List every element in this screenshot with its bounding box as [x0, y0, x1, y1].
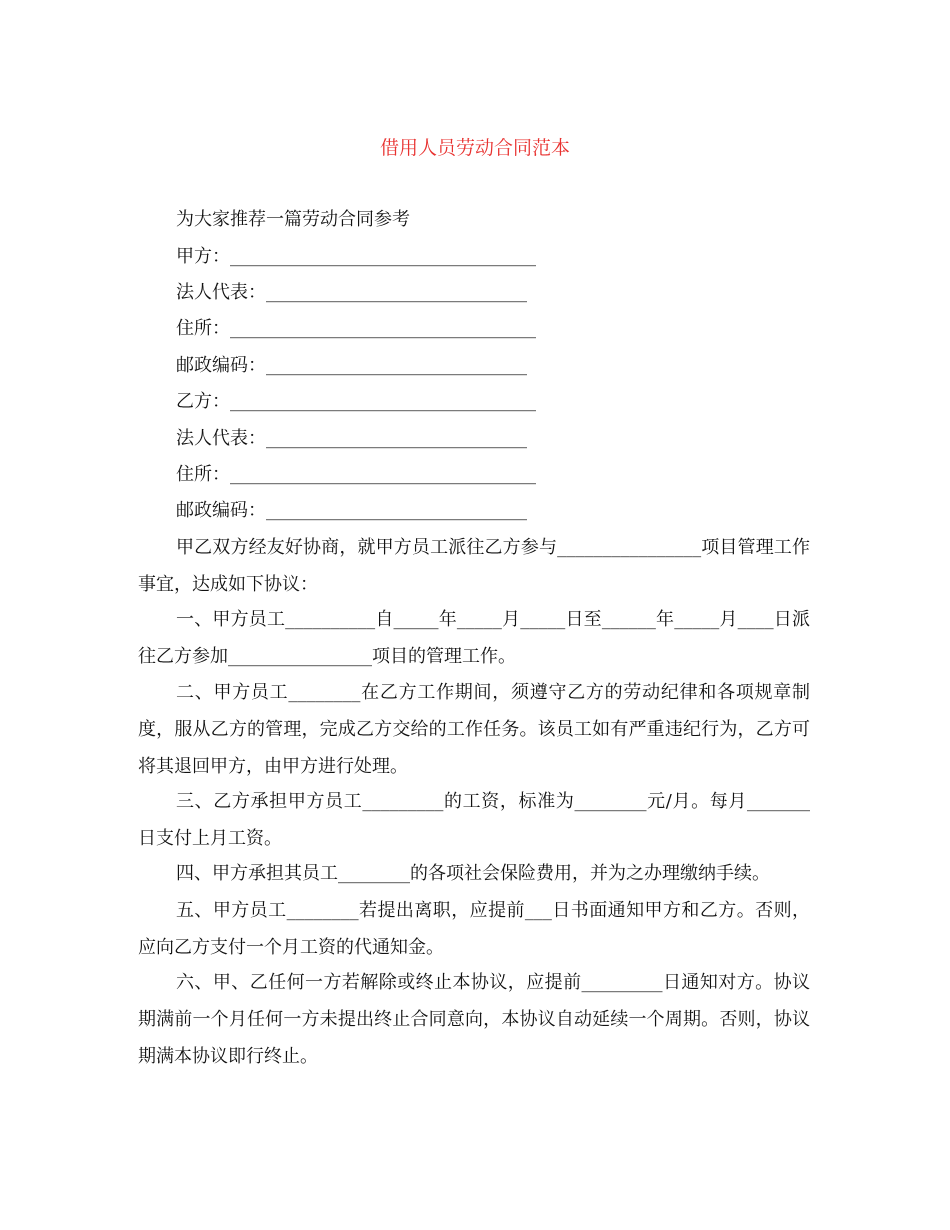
party-a-postcode-field: 邮政编码：_____________________________ — [176, 355, 527, 376]
party-b-address-field: 住所：__________________________________ — [176, 464, 536, 485]
party-b-postcode-field: 邮政编码：_____________________________ — [176, 500, 527, 521]
clause-2-paragraph: 二、甲方员工________在乙方工作期间，须遵守乙方的劳动纪律和各项规章制度，服从乙方的管理，完成乙方交给的工作任务。该员工如有严重违纪行为，乙方可将其退回甲方，由甲方进行处理。 — [138, 682, 810, 777]
clause-3-paragraph: 三、乙方承担甲方员工_________的工资，标准为________元/月。每月_______日支付上月工资。 — [138, 791, 810, 849]
clause-1-paragraph: 一、甲方员工__________自_____年_____月_____日至______年_____月____日派往乙方参加________________项目的管理工作。 — [138, 609, 810, 667]
clause-4-paragraph: 四、甲方承担其员工________的各项社会保险费用，并为之办理缴纳手续。 — [176, 863, 770, 884]
party-a-name-field: 甲方：__________________________________ — [176, 246, 536, 267]
preamble-paragraph: 甲乙双方经友好协商，就甲方员工派往乙方参与________________项目管理工作事宜，达成如下协议： — [138, 537, 810, 595]
party-a-representative-field: 法人代表：_____________________________ — [176, 282, 527, 303]
intro-line: 为大家推荐一篇劳动合同参考 — [176, 209, 410, 230]
party-b-name-field: 乙方：__________________________________ — [176, 391, 536, 412]
party-b-representative-field: 法人代表：_____________________________ — [176, 428, 527, 449]
page-title: 借用人员劳动合同范本 — [379, 137, 570, 159]
clause-6-paragraph: 六、甲、乙任何一方若解除或终止本协议，应提前_________日通知对方。协议期满前一个月任何一方未提出终止合同意向，本协议自动延续一个周期。否则，协议期满本协议即行终止。 — [138, 972, 810, 1067]
clause-5-paragraph: 五、甲方员工________若提出离职，应提前___日书面通知甲方和乙方。否则，应向乙方支付一个月工资的代通知金。 — [138, 900, 810, 958]
party-a-address-field: 住所：__________________________________ — [176, 318, 536, 339]
